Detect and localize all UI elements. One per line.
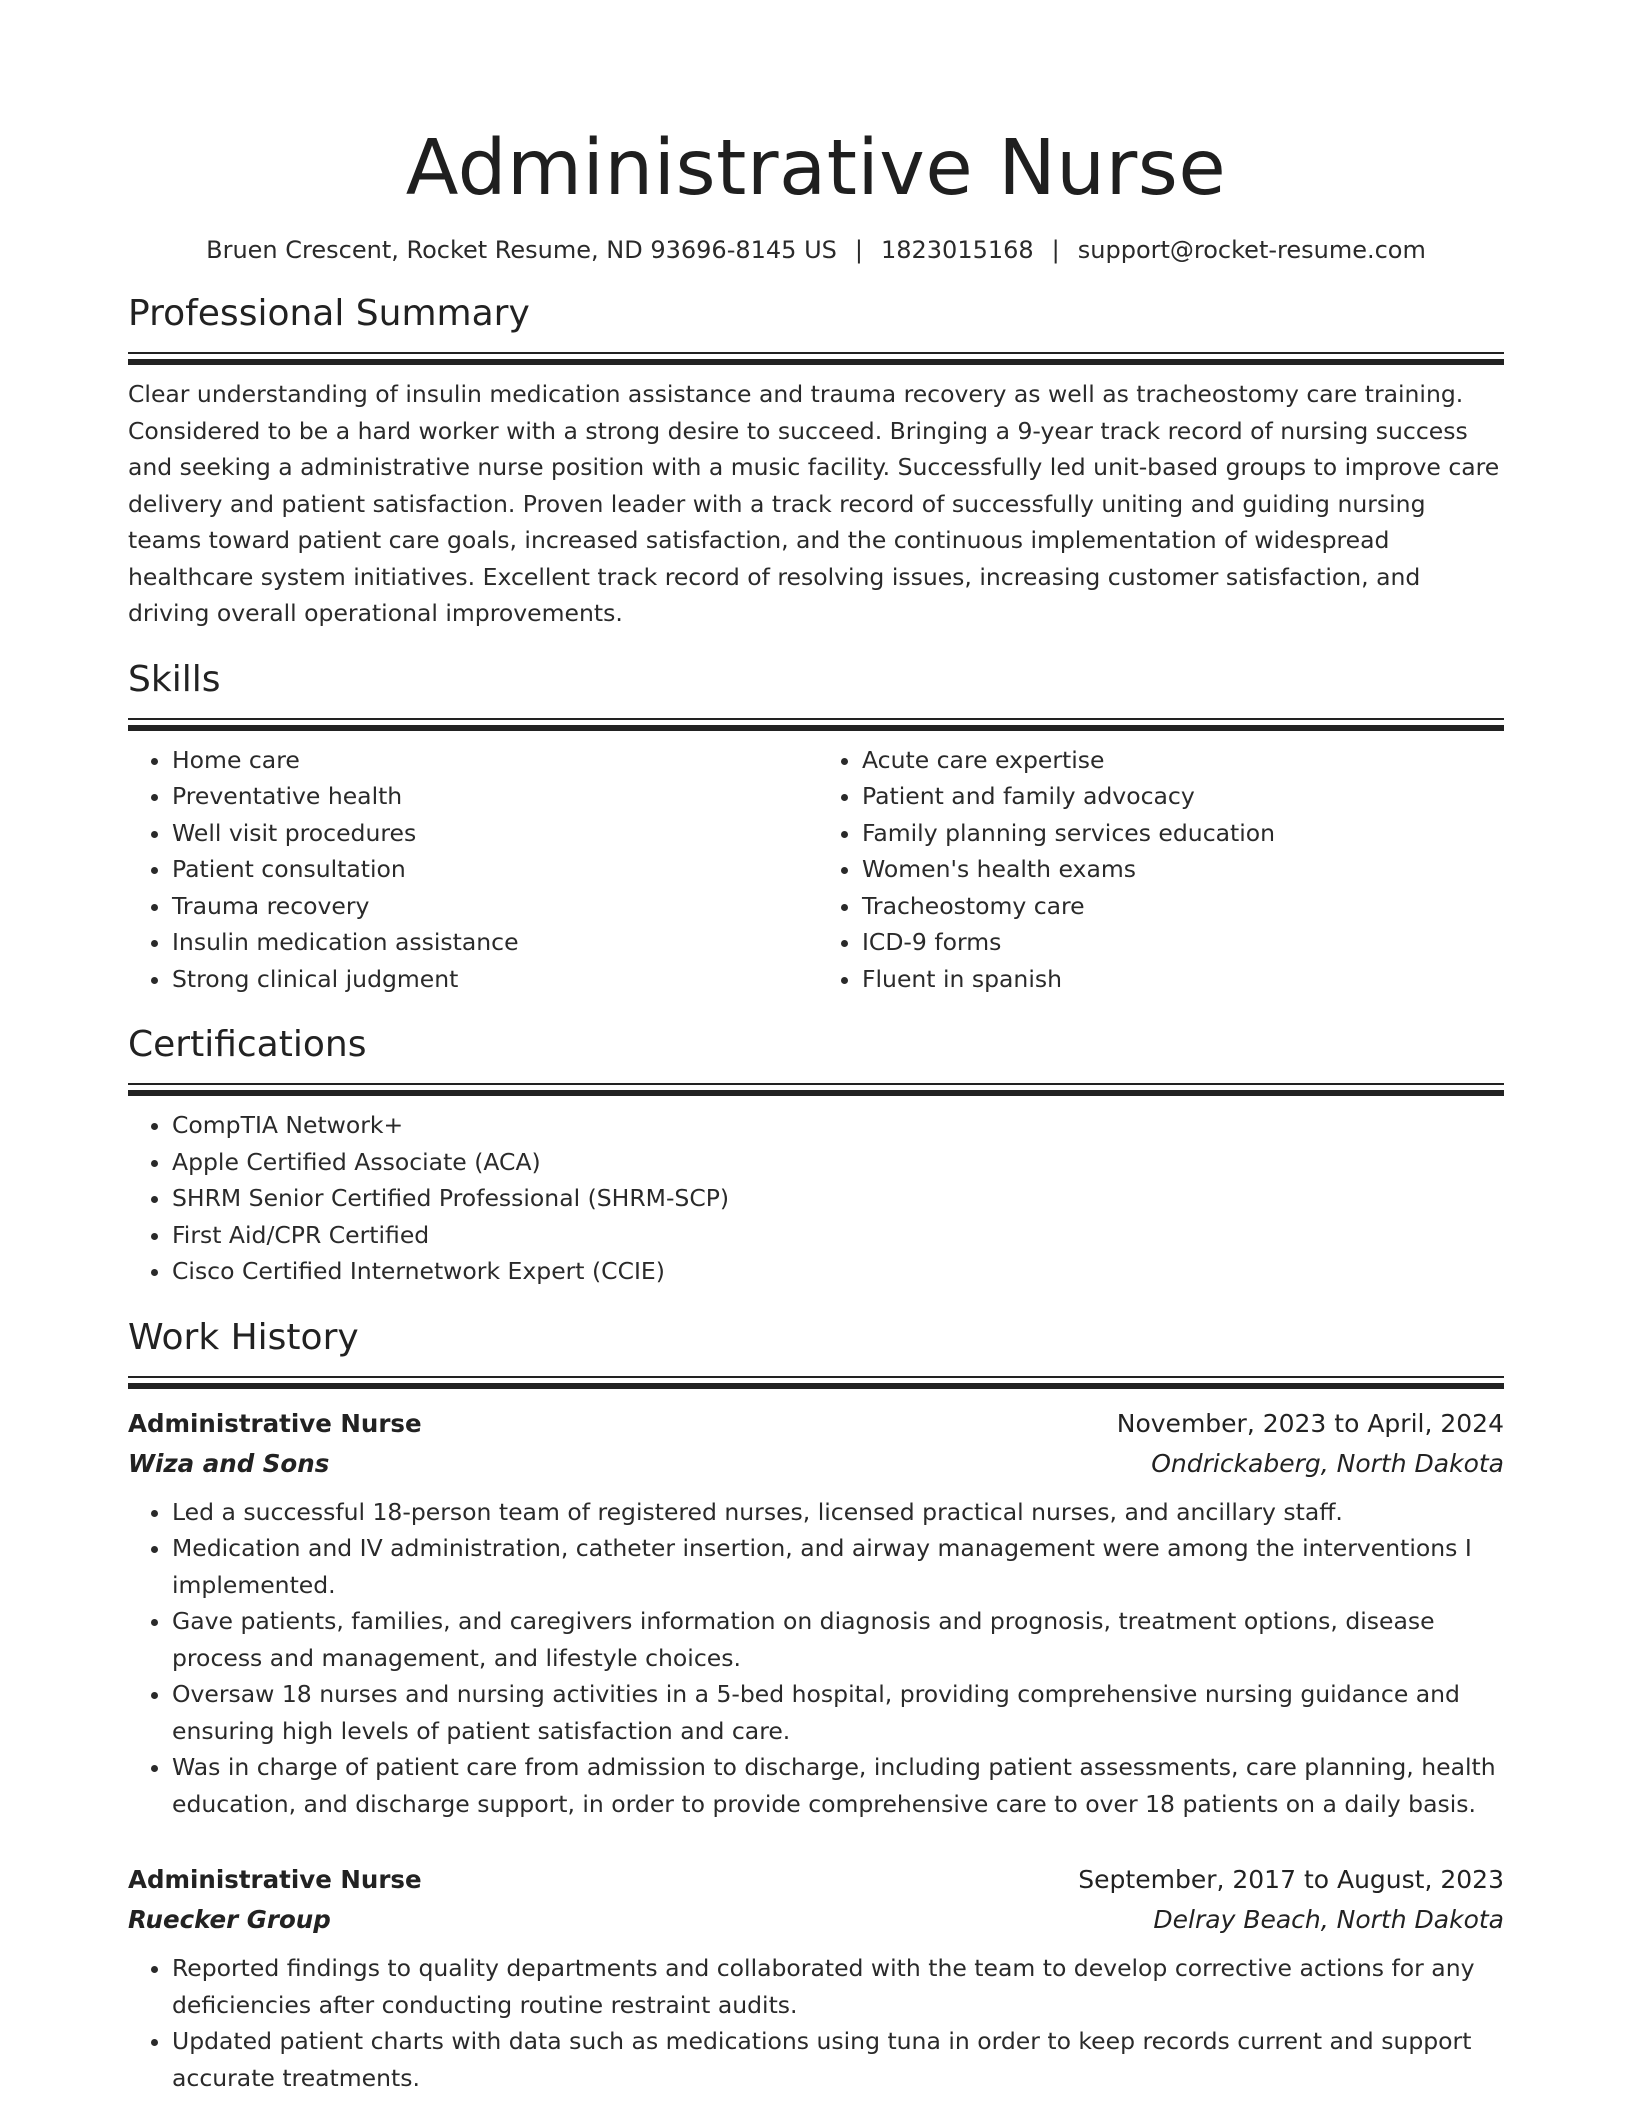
skill-item: • Family planning services education [862,815,1504,852]
skills-section [128,656,1504,998]
certification-item: • Apple Certified Associate (ACA) [172,1144,1504,1181]
job-bullet: • Oversaw 18 nurses and nursing activities in a 5-bed hospital, providing comprehensive nursing guidance and ensuring high levels of patient satisfaction and care. [172,1676,1504,1749]
summary-section [128,290,1504,632]
skill-item: • Women's health exams [862,851,1504,888]
skill-item: • Preventative health [172,778,816,815]
skill-item: • Acute care expertise [862,742,1504,779]
skills-list-right [816,742,1504,998]
job-bullets [128,1950,1504,2096]
skills-columns [128,742,1504,998]
job-company-row [128,1444,1504,1484]
certification-item: • First Aid/CPR Certified [172,1217,1504,1254]
job-dates: September, 2017 to August, 2023 [1078,1865,1504,1894]
skill-item: • ICD-9 forms [862,924,1504,961]
contact-email: support@rocket-resume.com [1077,236,1426,264]
section-title-skills: Skills [128,658,221,700]
job-bullets [128,1494,1504,1823]
contact-separator: | [1051,236,1060,264]
job-header-row [128,1860,1504,1900]
job-company-row [128,1900,1504,1940]
job-company: Wiza and Sons [128,1448,330,1478]
job-header-row [128,1404,1504,1444]
certifications-list [128,1107,1504,1290]
job-bullet: • Was in charge of patient care from admission to discharge, including patient assessments, care planning, health education, and discharge support, in order to provide comprehensive care to over 18 patients on a daily basis. [172,1749,1504,1822]
section-title-summary: Professional Summary [128,293,530,334]
skill-item: • Fluent in spanish [862,961,1504,998]
resume-content [128,120,1504,2096]
section-title-certifications: Certifications [128,1024,367,1065]
job-bullet: • Updated patient charts with data such as medications using tuna in order to keep records current and support accurate treatments. [172,2023,1504,2096]
skill-item: • Well visit procedures [172,815,816,852]
skills-list-left [128,742,816,998]
section-divider [128,718,1504,730]
skill-item: • Patient consultation [172,851,816,888]
job-bullet: • Gave patients, families, and caregivers information on diagnosis and prognosis, treatment options, disease process and management, and lifestyle choices. [172,1603,1504,1676]
summary-text: Clear understanding of insulin medication assistance and trauma recovery as well as tracheostomy care training. Considered to be a hard worker with a strong desire to succeed. Bringing a 9-year track record of nursing success and seeking a administrative nurse position with a music facility. Successfully led unit-based groups to improve care delivery and patient satisfaction. Proven leader with a track record of successfully uniting and guiding nursing teams toward patient care goals, increased satisfaction, and the continuous implementation of widespread healthcare system initiatives. Excellent track record of resolving issues, increasing customer satisfaction, and driving overall operational improvements. [128,380,1500,627]
job-title: Administrative Nurse [128,1865,422,1894]
skill-item: • Home care [172,742,816,779]
job-bullet: • Led a successful 18-person team of registered nurses, licensed practical nurses, and ancillary staff. [172,1494,1504,1531]
contact-address: Bruen Crescent, Rocket Resume, ND 93696-8145 US [206,236,837,264]
section-divider [128,1376,1504,1388]
job-entry [128,1860,1504,2096]
job-bullet: • Reported findings to quality departments and collaborated with the team to develop corrective actions for any deficiencies after conducting routine restraint audits. [172,1950,1504,2023]
certification-item: • CompTIA Network+ [172,1107,1504,1144]
job-title: Administrative Nurse [128,1408,422,1438]
section-divider [128,352,1504,364]
job-bullet: • Medication and IV administration, catheter insertion, and airway management were among the interventions I implemented. [172,1530,1504,1603]
certification-item: • Cisco Certified Internetwork Expert (CCIE) [172,1253,1504,1290]
skill-item: • Strong clinical judgment [172,961,816,998]
skill-item: • Trauma recovery [172,888,816,925]
skill-item: • Patient and family advocacy [862,778,1504,815]
resume-name: Administrative Nurse [405,124,1227,213]
contact-phone: 1823015168 [880,236,1034,264]
work-history-section [128,1314,1504,2097]
section-divider [128,1083,1504,1095]
contact-line [128,234,1504,266]
job-location: Delray Beach, North Dakota [1153,1905,1504,1934]
job-company: Ruecker Group [128,1905,331,1934]
job-dates: November, 2023 to April, 2024 [1116,1408,1504,1438]
skill-item: • Tracheostomy care [862,888,1504,925]
certification-item: • SHRM Senior Certified Professional (SHRM-SCP) [172,1180,1504,1217]
contact-separator: | [854,236,863,264]
certifications-section [128,1021,1504,1290]
section-title-work-history: Work History [128,1316,359,1358]
job-entry [128,1404,1504,1823]
skill-item: • Insulin medication assistance [172,924,816,961]
job-location: Ondrickaberg, North Dakota [1151,1448,1504,1478]
